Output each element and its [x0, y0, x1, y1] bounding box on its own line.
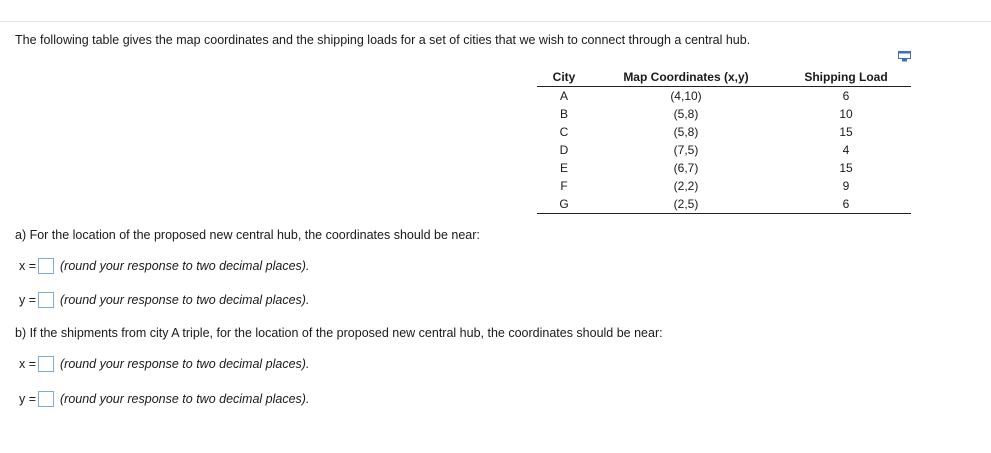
city-data-table: [537, 67, 911, 214]
load-cell: 6: [781, 195, 911, 214]
part-a-x-answer-row: [15, 258, 309, 274]
load-cell: 9: [842, 179, 850, 193]
part-a-y-hint: (round your response to two decimal places).: [60, 293, 310, 307]
city-cell: D: [559, 143, 569, 157]
problem-intro: The following table gives the map coordinates and the shipping loads for a set of cities that we wish to connect through a central hub.: [15, 33, 751, 47]
header-city: City: [537, 67, 591, 87]
city-cell: G: [537, 195, 591, 214]
part-b-question: b) If the shipments from city A triple, for the location of the proposed new central hub, the coordinates should be near:: [15, 326, 663, 340]
table-row: [537, 105, 911, 123]
table-row: [537, 123, 911, 141]
top-divider: [0, 21, 991, 22]
coordinates-cell: (2,5): [591, 195, 781, 214]
coordinates-cell: (5,8): [673, 107, 699, 121]
part-b-y-hint: (round your response to two decimal places).: [60, 392, 310, 406]
part-a-question: a) For the location of the proposed new central hub, the coordinates should be near:: [15, 228, 480, 242]
part-b-y-answer-row: [15, 391, 309, 407]
table-header-row: [537, 67, 911, 87]
coordinates-cell: (7,5): [673, 143, 699, 157]
header-coordinates: Map Coordinates (x,y): [591, 67, 781, 87]
coordinates-cell: (2,2): [673, 179, 699, 193]
city-cell: B: [559, 107, 568, 121]
city-cell: E: [559, 161, 568, 175]
part-b-y-input[interactable]: [38, 391, 54, 407]
load-cell: 4: [842, 143, 850, 157]
coordinates-cell: (5,8): [673, 125, 699, 139]
city-cell: C: [559, 125, 569, 139]
city-cell: F: [560, 179, 568, 193]
table-row: [537, 141, 911, 159]
part-b-y-label: y =: [18, 392, 36, 406]
header-shipping-load: Shipping Load: [781, 67, 911, 87]
load-cell: 15: [839, 125, 853, 139]
table-row: [537, 177, 911, 195]
part-a-y-label: y =: [18, 293, 36, 307]
part-a-x-input[interactable]: [38, 258, 54, 274]
part-b-x-input[interactable]: [38, 356, 54, 372]
part-a-y-answer-row: [15, 292, 309, 308]
load-cell: 10: [839, 107, 853, 121]
load-cell: 15: [839, 161, 853, 175]
part-b-x-label: x =: [18, 357, 36, 371]
table-row: [537, 195, 911, 214]
part-b-x-hint: (round your response to two decimal places).: [60, 357, 310, 371]
coordinates-cell: (4,10): [670, 89, 702, 103]
load-cell: 6: [842, 89, 850, 103]
coordinates-cell: (6,7): [673, 161, 699, 175]
part-a-x-hint: (round your response to two decimal places).: [60, 259, 310, 273]
part-a-x-label: x =: [18, 259, 36, 273]
part-b-x-answer-row: [15, 356, 309, 372]
city-cell: A: [559, 89, 568, 103]
part-a-y-input[interactable]: [38, 292, 54, 308]
table-row: [537, 159, 911, 177]
expand-table-icon[interactable]: [898, 51, 911, 62]
table-row: [537, 87, 911, 106]
